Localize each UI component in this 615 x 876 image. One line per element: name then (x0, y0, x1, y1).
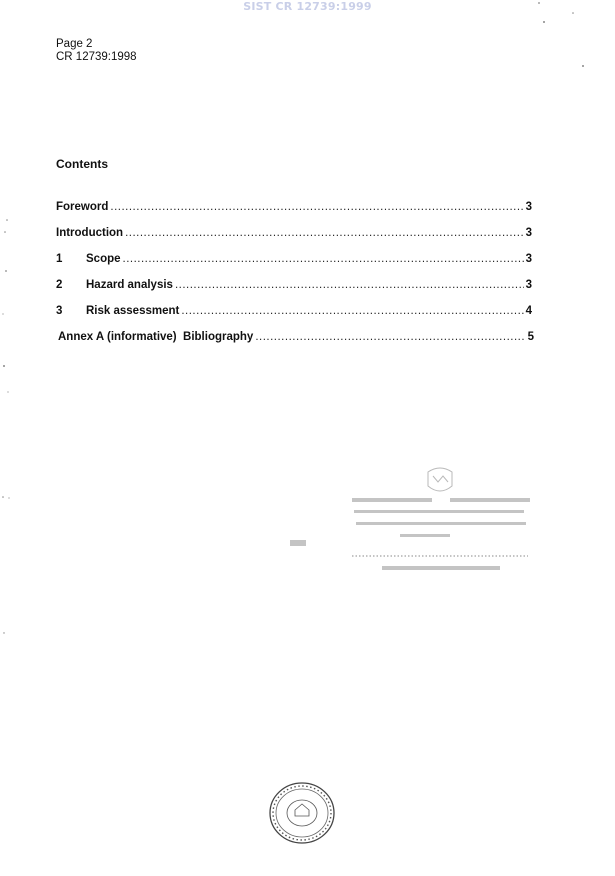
toc-entry-introduction[interactable] (56, 227, 532, 239)
document-watermark: SIST CR 12739:1999 (243, 0, 372, 13)
faded-library-stamp (290, 460, 540, 580)
document-reference: CR 12739:1998 (56, 51, 137, 63)
toc-page-number: 3 (525, 279, 532, 291)
toc-entry-title: Scope (86, 253, 121, 265)
toc-entry-foreword[interactable] (56, 201, 532, 213)
toc-page-number: 5 (527, 331, 534, 343)
toc-leader-dots (175, 279, 524, 291)
toc-entry-title: Annex A (informative) Bibliography (58, 331, 254, 343)
toc-entry-title: Risk assessment (86, 305, 180, 317)
toc-entry-annex-a[interactable] (58, 331, 534, 343)
toc-section-number: 3 (56, 305, 63, 317)
toc-entry-title: Hazard analysis (86, 279, 173, 291)
toc-leader-dots (125, 227, 524, 239)
toc-entry-risk-assessment[interactable] (56, 305, 532, 317)
toc-page-number: 3 (525, 227, 532, 239)
toc-page-number: 4 (525, 305, 532, 317)
toc-leader-dots (110, 201, 523, 213)
toc-entry-title: Foreword (56, 201, 109, 213)
toc-leader-dots (181, 305, 523, 317)
toc-entry-scope[interactable] (56, 253, 532, 265)
toc-entry-hazard-analysis[interactable] (56, 279, 532, 291)
circular-seal-icon (267, 780, 337, 846)
page-header (56, 38, 137, 64)
toc-leader-dots (123, 253, 524, 265)
contents-heading: Contents (56, 157, 108, 171)
toc-section-number: 2 (56, 279, 63, 291)
toc-leader-dots (255, 331, 525, 343)
toc-entry-title: Introduction (56, 227, 124, 239)
toc-page-number: 3 (525, 253, 532, 265)
toc-page-number: 3 (525, 201, 532, 213)
page-number: Page 2 (56, 38, 93, 50)
toc-section-number: 1 (56, 253, 63, 265)
